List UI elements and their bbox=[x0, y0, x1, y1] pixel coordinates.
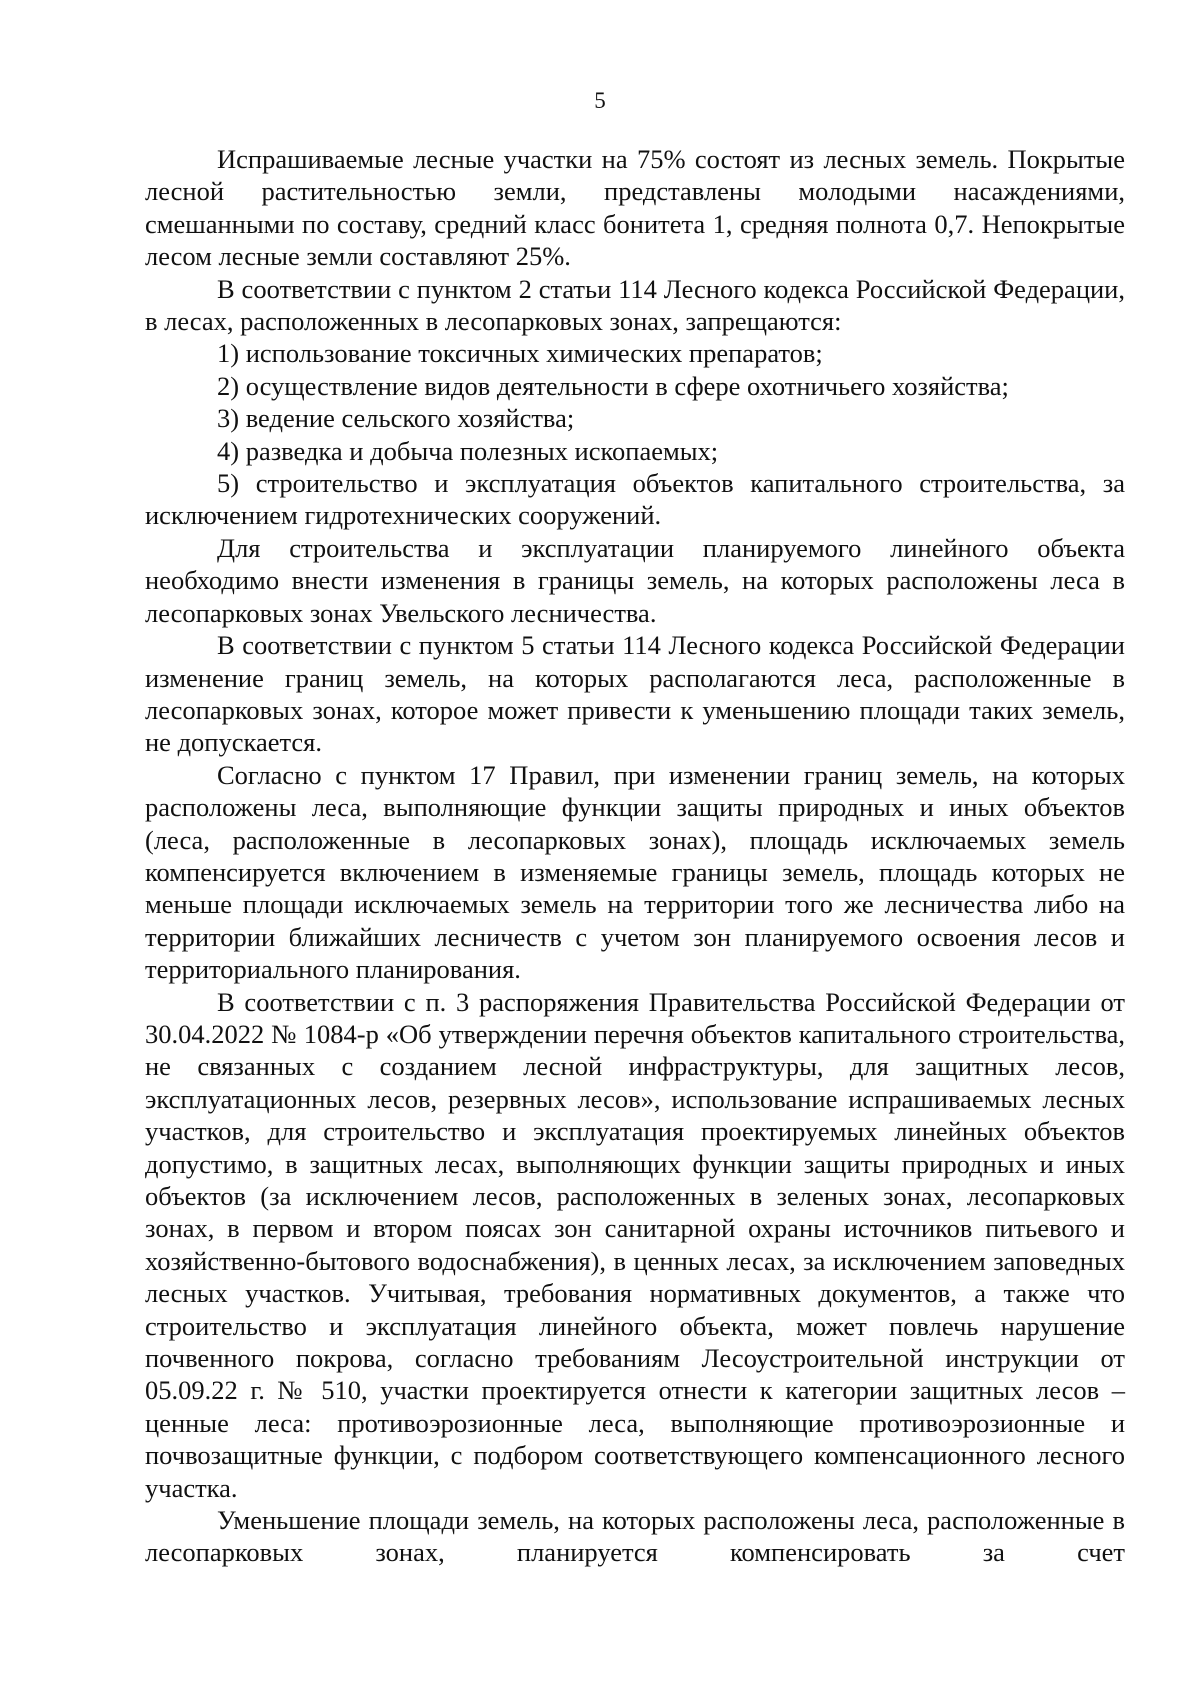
list-item-3: 3) ведение сельского хозяйства; bbox=[217, 403, 575, 434]
paragraph-rules-point-17: Согласно с пунктом 17 Правил, при изменении границ земель, на которых расположены леса, выполняющие функции защиты природных и иных объектов (леса, расположенные в лесопарковых зонах), площадь исключаемых земель компенсируется включением в изменяемые границы земель, площадь которых не меньше площади исключаемых земель на территории того же лесничества либо на территории ближайших лесничеств с учетом зон планируемого освоения лесов и территориального планирования. bbox=[145, 759, 1125, 985]
list-item-2: 2) осуществление видов деятельности в сфере охотничьего хозяйства; bbox=[217, 370, 1009, 401]
paragraph-boundary-changes: Для строительства и эксплуатации планируемого линейного объекта необходимо внести изменения в границы земель, на которых расположены леса в лесопарковых зонах Увельского лесничества. bbox=[145, 532, 1125, 628]
paragraph-government-order: В соответствии с п. 3 распоряжения Правительства Российской Федерации от 30.04.2022 № 1084-р «Об утверждении перечня объектов капитального строительства, не связанных с созданием лесной инфраструктуры, для защитных лесов, эксплуатационных лесов, резервных лесов», использование испрашиваемых лесных участков, для строительство и эксплуатация проектируемых линейных объектов допустимо, в защитных лесах, выполняющих функции защиты природных и иных объектов (за исключением лесов, расположенных в зеленых зонах, лесопарковых зонах, в первом и втором поясах зон санитарной охраны источников питьевого и хозяйственно-бытового водоснабжения), в ценных лесах, за исключением заповедных лесных участков. Учитывая, требования нормативных документов, а также что строительство и эксплуатация линейного объекта, может повлечь нарушение почвенного покрова, согласно требованиям Лесоустроительной инструкции от 05.09.22 г. № 510, участки проектируется отнести к категории защитных лесов – ценные леса: противоэрозионные леса, выполняющие противоэрозионные и почвозащитные функции, с подбором соответствующего компенсационного лесного участка. bbox=[145, 986, 1125, 1503]
list-item-5: 5) строительство и эксплуатация объектов капитального строительства, за исключением гидротехнических сооружений. bbox=[145, 468, 1125, 531]
paragraph-prohibitions-intro: В соответствии с пунктом 2 статьи 114 Лесного кодекса Российской Федерации, в лесах, расположенных в лесопарковых зонах, запрещаются: bbox=[145, 273, 1125, 337]
list-item-1: 1) использование токсичных химических препаратов; bbox=[217, 338, 823, 369]
paragraph-compensation: Уменьшение площади земель, на которых расположены леса, расположенные в лесопарковых зонах, планируется компенсировать за счет bbox=[145, 1505, 1125, 1568]
paragraph-forest-composition: Испрашиваемые лесные участки на 75% состоят из лесных земель. Покрытые лесной растительностью земли, представлены молодыми насаждениями, смешанными по составу, средний класс бонитета 1, средняя полнота 0,7. Непокрытые лесом лесные земли составляют 25%. bbox=[145, 144, 1125, 272]
paragraph-article-114-point-5: В соответствии с пунктом 5 статьи 114 Лесного кодекса Российской Федерации изменение границ земель, на которых располагаются леса, расположенные в лесопарковых зонах, которое может привести к уменьшению площади таких земель, не допускается. bbox=[145, 630, 1125, 758]
page-number: 5 bbox=[594, 88, 606, 113]
document-body bbox=[145, 143, 1125, 1569]
list-item-4: 4) разведка и добыча полезных ископаемых; bbox=[217, 435, 719, 466]
